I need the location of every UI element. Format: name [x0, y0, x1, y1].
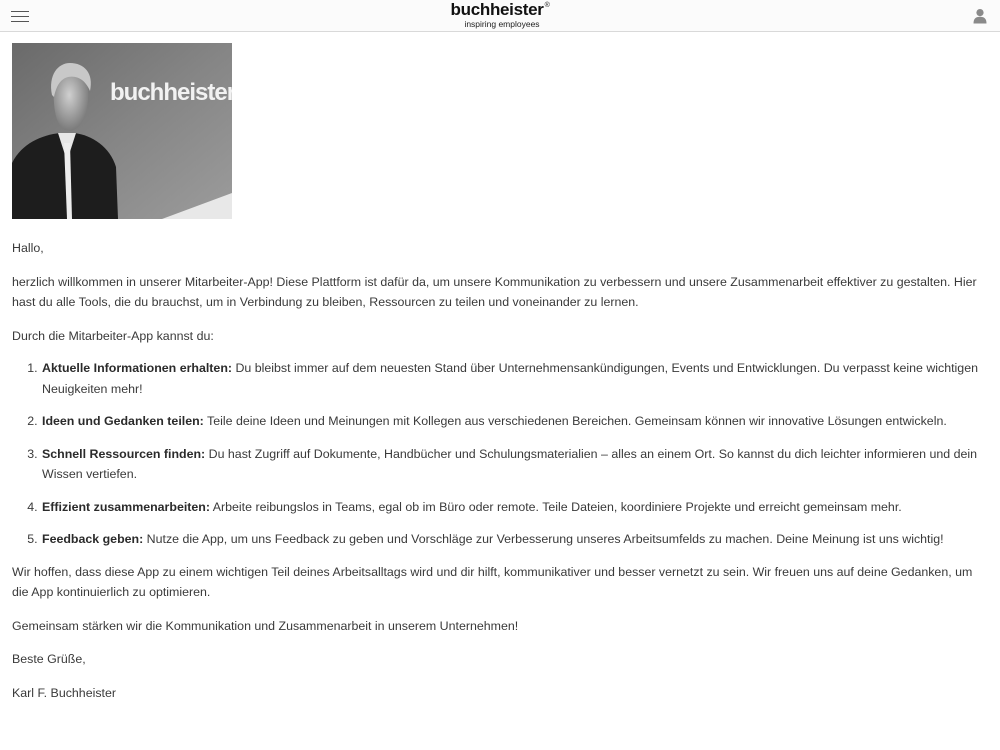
list-item: [41, 444, 988, 485]
greeting: Hallo,: [12, 241, 44, 255]
list-item: [41, 358, 988, 399]
signature: Karl F. Buchheister: [12, 685, 116, 700]
closing-paragraph: Wir hoffen, dass diese App zu einem wichtigen Teil deines Arbeitsalltags wird und dir hilft, kommunikativer und besser vernetzt zu sein. Wir freuen uns auf deine Gedanken, um die App kontinuierlich zu optimieren.: [12, 564, 973, 599]
regards: Beste Grüße,: [12, 652, 86, 666]
intro-paragraph: herzlich willkommen in unserer Mitarbeiter-App! Diese Plattform ist dafür da, um unsere Kommunikation zu verbessern und unsere Zusammenarbeit effektiver zu gestalten. Hier hast du alle Tools, die du brauchst, um in Verbindung zu bleiben, Ressourcen zu teilen und voneinander zu lernen.: [12, 274, 977, 309]
list-intro: Durch die Mitarbeiter-App kannst du:: [12, 328, 214, 343]
user-icon[interactable]: [973, 8, 987, 24]
portrait-photo: [12, 43, 232, 219]
list-item-text: Nutze die App, um uns Feedback zu geben und Vorschläge zur Verbesserung unseres Arbeitsumfelds zu machen. Deine Meinung ist uns wichtig!: [143, 532, 944, 546]
wall-logo-text: buchheister: [110, 79, 232, 106]
list-item-text: Du bleibst immer auf dem neuesten Stand über Unternehmensankündigungen, Events und Entwicklungen. Du verpasst keine wichtigen Neuigkeiten mehr!: [42, 361, 978, 396]
main-content: [0, 32, 1000, 703]
motto-paragraph: Gemeinsam stärken wir die Kommunikation und Zusammenarbeit in unserem Unternehmen!: [12, 618, 519, 633]
list-item: [41, 529, 988, 550]
feature-list: [12, 358, 988, 550]
list-item-title: Aktuelle Informationen erhalten:: [42, 361, 233, 375]
list-item-text: Du hast Zugriff auf Dokumente, Handbücher und Schulungsmaterialien – alles an einem Ort. So kannst du dich leichter informieren und dein Wissen vertiefen.: [42, 446, 978, 481]
brand-name: buchheister®: [450, 0, 550, 19]
brand-logo[interactable]: [0, 1, 1000, 29]
registered-mark: ®: [544, 2, 550, 9]
list-item-text: Arbeite reibungslos in Teams, egal ob im Büro oder remote. Teile Dateien, koordiniere Projekte und erreicht gemeinsam mehr.: [210, 499, 902, 514]
list-item-title: Ideen und Gedanken teilen:: [42, 414, 204, 428]
list-item-title: Effizient zusammenarbeiten:: [42, 499, 210, 514]
list-item-title: Feedback geben:: [42, 532, 144, 546]
list-item-text: Teile deine Ideen und Meinungen mit Kollegen aus verschiedenen Bereichen. Gemeinsam können wir innovative Lösungen entwickeln.: [203, 414, 947, 428]
top-bar: [0, 0, 1000, 32]
list-item: [41, 411, 988, 432]
hero-image: [12, 43, 232, 219]
list-item: [41, 497, 988, 518]
list-item-title: Schnell Ressourcen finden:: [42, 446, 206, 461]
brand-tagline: inspiring employees: [464, 19, 540, 29]
